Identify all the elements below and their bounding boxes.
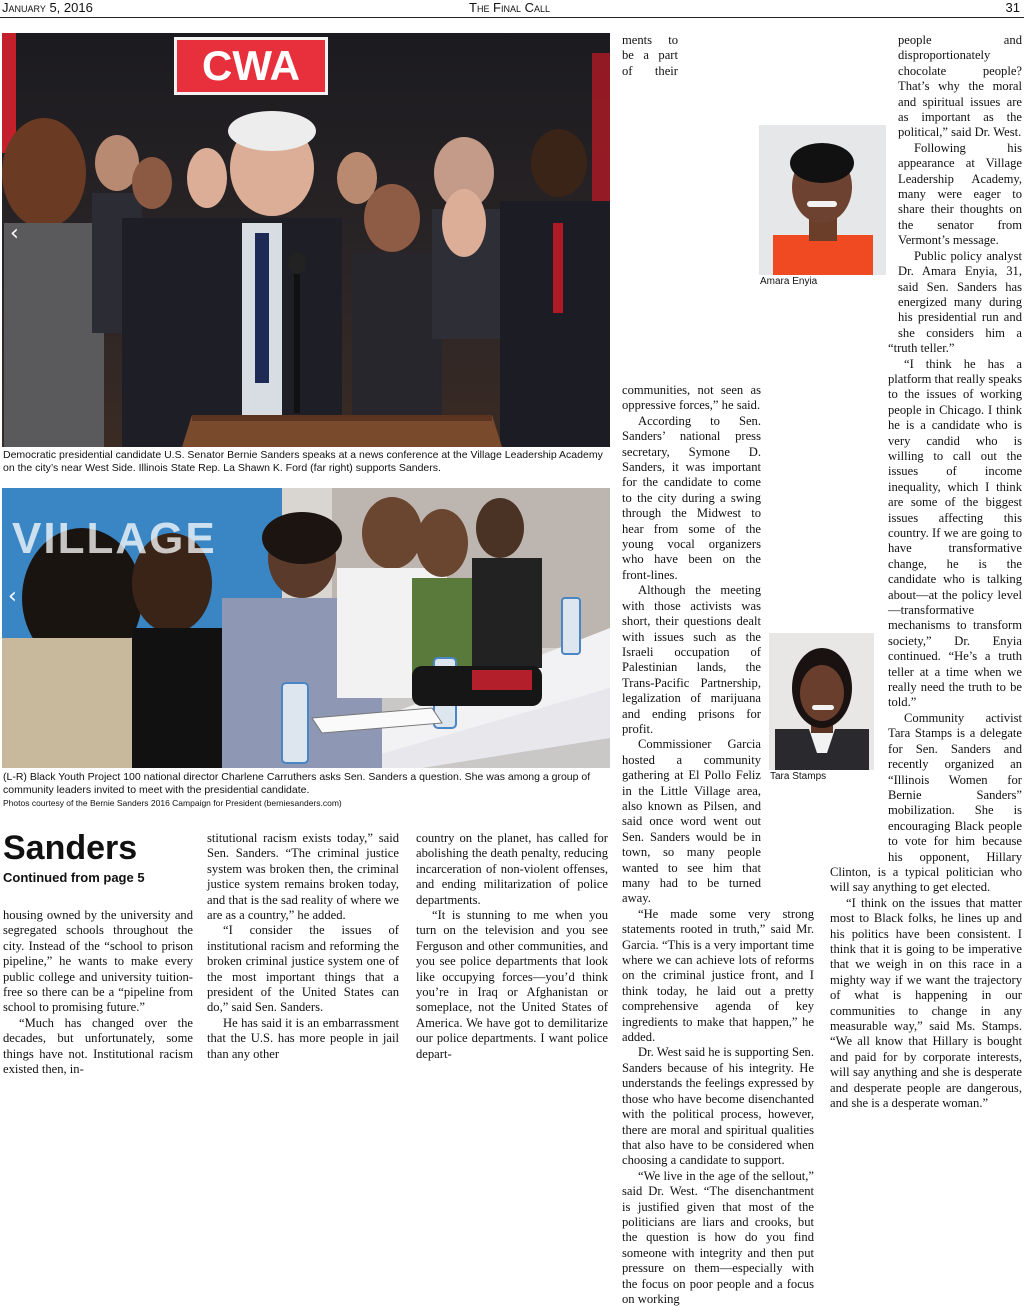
cwa-sign	[174, 37, 328, 95]
col5-paragraph: people and disproportionately chocolate people? That’s why the moral and spiritual issues are as important as the political,” said Dr. West.	[898, 33, 1022, 140]
col4-paragraph: According to Sen. Sanders’ national press secretary, Symone D. Sanders, it was important for the candidate to come to the city during a swing through the Midwest to hear from some of the young vocal organizers who have been on the front-lines.	[622, 413, 761, 582]
col4-paragraph: Dr. West said he is supporting Sen. Sanders because of his integrity. He understands the feelings expressed by those who have become disenchanted with the political process, however, there are moral and spiritual qualities that also have to be considered when choosing a candidate to support.	[622, 1045, 814, 1168]
youth-meeting-photo	[2, 488, 610, 768]
col4-paragraph: “We live in the age of the sellout,” said Dr. West. “The disenchantment is justified given that most of the politicians are liars and crooks, but the question is how do you find someone with integrity and then put pressure on them—especially with the focus on poor people and a focus on working	[622, 1168, 814, 1306]
photo1-caption: Democratic presidential candidate U.S. Senator Bernie Sanders speaks at a news conference at the Village Leadership Academy on the city’s near West Side. Illinois State Rep. La Shawn K. Ford (far right) supports Sanders.	[3, 449, 603, 474]
col2-paragraph: “I consider the issues of institutional racism and reforming the broken criminal justice system one of the most important things that a president of the United States can do,” said Sen. Sanders.	[207, 923, 399, 1015]
story-headline: Sanders	[3, 829, 138, 867]
article-column-5	[830, 33, 1022, 1111]
col5-paragraph: Community activist Tara Stamps is a delegate for Sen. Sanders and recently organized an “Illinois Women for Bernie Sanders” mobilization. She is encouraging Black people to vote for him because his opponent, Hillary Clinton, is a typical politician who will say anything to get elected.	[830, 710, 1022, 895]
col5-paragraph: “I think on the issues that matter most to Black folks, he lines up and his politics have been consistent. I think that it is going to be imperative that we weigh in on this race in a mighty way if we want the trajectory of what is happening in our communities to change in any measurable way,” said Ms. Stamps. “We all know that Hillary is bought and paid for by corporate interests, will say anything and she is desperate and desperate people are dangerous, and she is a desperate woman.”	[830, 895, 1022, 1111]
cwa-sign-text: CWA	[202, 42, 300, 89]
col4-paragraph: “He made some very strong statements rooted in truth,” said Mr. Garcia. “This is a very important time where we can achieve lots of reforms on the criminal justice front, and I think today, he laid out a pretty comprehensive agenda of key ingredients to make that happen,” he added.	[622, 906, 814, 1045]
village-wall-text-value: VILLAGE	[12, 514, 217, 563]
col4-paragraph: Although the meeting with those activists was short, their questions dealt with issues such as the Israeli occupation of Palestinian lands, the Trans-Pacific Partnership, legalization of marijuana and ending prisons for profit.	[622, 583, 761, 736]
issue-date: January 5, 2016	[2, 0, 93, 15]
col4-paragraph: ments to be a part of their communities, not seen as oppressive forces,” he said.	[622, 33, 761, 413]
village-wall-text	[12, 514, 217, 564]
col1-paragraph: housing owned by the university and segregated schools throughout the city. Instead of the “school to prison pipeline,” he wants to make every public college and university tuition-free so there can be a “pipeline from school to promising future.”	[3, 908, 193, 1015]
col2-paragraph: stitutional racism exists today,” said Sen. Sanders. “The criminal justice system was broken then, the criminal justice system remains broken today, and that is the sad reality of where we are as a country,” he added.	[207, 831, 399, 923]
photo2-caption: (L-R) Black Youth Project 100 national director Charlene Carruthers asks Sen. Sanders a question. She was among a group of community leaders invited to meet with the presidential candidate.	[3, 771, 591, 796]
article-column-1	[3, 908, 193, 1077]
newspaper-name: The Final Call	[469, 0, 551, 15]
sanders-podium-photo	[2, 33, 610, 447]
article-column-4	[622, 33, 814, 1307]
amara-enyia-caption: Amara Enyia	[760, 276, 818, 287]
col3-paragraph: “It is stunning to me when you turn on the television and you see Ferguson and other communities, and you see police departments that look like occupying forces—you’d think you’re in Iraq or Afghanistan or someplace, not the United States of America. We have got to demilitarize our police departments. I want police depart-	[416, 908, 608, 1061]
col4-paragraph: Commissioner Garcia hosted a community gathering at El Pollo Feliz in the Little Village area, also known as Pilsen, and said once word went out Sen. Sanders would be in town, so many people wanted to see him that many had to be turned away.	[622, 737, 761, 906]
article-column-3	[416, 831, 608, 1062]
photo-credit: Photos courtesy of the Bernie Sanders 2016 Campaign for President (berniesanders.com)	[3, 798, 342, 808]
chevron-left-icon: ‹	[10, 221, 19, 246]
col5-paragraph: Public policy analyst Dr. Amara Enyia, 31, said Sen. Sanders has energized many during his presidential run and she considers him a “truth teller.”	[888, 248, 1022, 356]
col1-paragraph: “Much has changed over the decades, but unfortunately, some things have not. Institutional racism existed then, in-	[3, 1015, 193, 1077]
col5-paragraph: Following his appearance at Village Leadership Academy, many were eager to share their thoughts on the senator from Vermont’s message.	[898, 140, 1022, 248]
chevron-left-icon: ‹	[8, 584, 17, 609]
page-number: 31	[1005, 0, 1020, 15]
col3-paragraph: country on the planet, has called for abolishing the death penalty, reducing incarceration of non-violent offenses, and ending militarization of police departments.	[416, 831, 608, 907]
continued-line: Continued from page 5	[3, 870, 145, 885]
page-header	[0, 0, 1024, 18]
col5-paragraph: “I think he has a platform that really speaks to the issues of working people in Chicago. I think he is a candidate who is very candid who is willing to call out the issues of income inequality, which I think are some of the biggest issues affecting this country. If we are going to have transformative change, he is the candidate who is talking about—at the policy level—transformative mechanisms to transform society,” Dr. Enyia continued. “He’s a truth teller at a time when we really need the truth to be told.”	[888, 356, 1022, 710]
tara-stamps-caption: Tara Stamps	[770, 771, 827, 782]
col2-paragraph: He has said it is an embarrassment that the U.S. has more people in jail than any other	[207, 1015, 399, 1061]
article-column-2	[207, 831, 399, 1062]
